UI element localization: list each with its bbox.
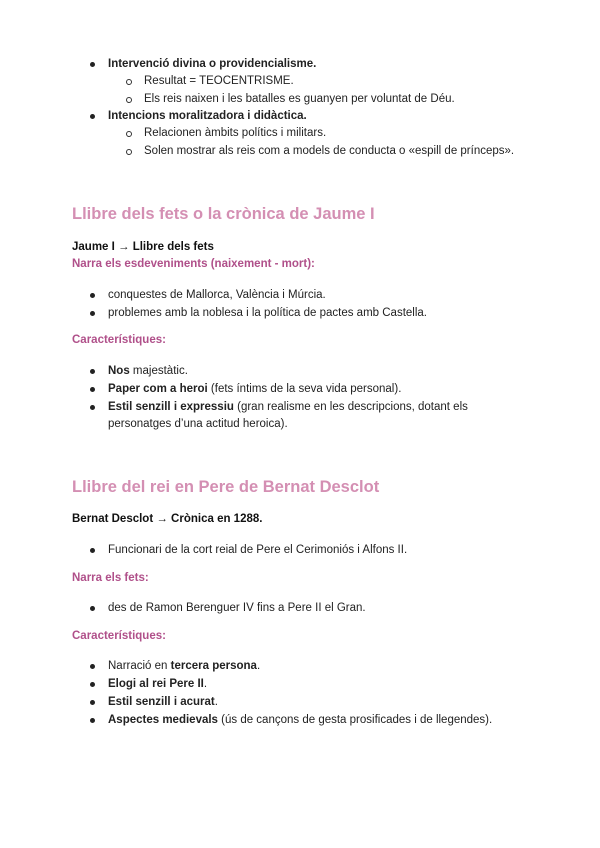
- bullet-dot: [90, 548, 95, 553]
- bullet-dot: [90, 664, 95, 669]
- sub-item-text: Els reis naixen i les batalles es guanyen per voluntat de Déu.: [144, 93, 455, 105]
- item-text: Funcionari de la cort reial de Pere el Cerimoniós i Alfons II.: [108, 544, 408, 556]
- sub-item-text: Solen mostrar als reis com a models de conducta o «espill de prínceps».: [144, 145, 515, 157]
- section-heading: Llibre dels fets o la crònica de Jaume I: [72, 205, 375, 223]
- bullet-circle: [126, 149, 132, 155]
- list-item: [108, 694, 218, 711]
- item-bold: tercera persona: [170, 660, 257, 672]
- bullet-dot: [90, 387, 95, 392]
- list-item: [108, 542, 407, 559]
- sub-item-text: Relacionen àmbits polítics i militars.: [144, 127, 327, 139]
- list-item: [108, 676, 207, 693]
- item-bold: Intencions moralitzadora i didàctica.: [108, 110, 307, 122]
- list-item: [108, 399, 493, 433]
- list-item: [108, 108, 307, 125]
- author-line: Jaume I → Llibre dels fets: [72, 241, 214, 253]
- list-item: [108, 56, 316, 73]
- bullet-dot: [90, 369, 95, 374]
- narra-label: Narra els fets:: [72, 572, 149, 584]
- item-bold: Paper com a heroi: [108, 383, 208, 395]
- list-item: [144, 143, 514, 160]
- car-label: Característiques:: [72, 630, 166, 642]
- narra-label: Narra els esdeveniments (naixement - mort):: [72, 258, 315, 270]
- bullet-dot: [90, 606, 95, 611]
- item-text: conquestes de Mallorca, València i Múrcia.: [108, 289, 326, 301]
- car-label: Característiques:: [72, 334, 166, 346]
- bullet-dot: [90, 700, 95, 705]
- author-line: Bernat Desclot → Crònica en 1288.: [72, 513, 263, 525]
- item-text: majestàtic.: [129, 365, 188, 377]
- item-bold: Estil senzill i acurat: [108, 696, 215, 708]
- bullet-circle: [126, 131, 132, 137]
- item-bold: Elogi al rei Pere II: [108, 678, 204, 690]
- bullet-dot: [90, 405, 95, 410]
- bullet-dot: [90, 682, 95, 687]
- bullet-dot: [90, 311, 95, 316]
- section-heading: Llibre del rei en Pere de Bernat Desclot: [72, 478, 380, 496]
- list-item: [144, 91, 455, 108]
- list-item: [108, 381, 401, 398]
- item-bold: Estil senzill i expressiu: [108, 401, 234, 413]
- bullet-dot: [90, 718, 95, 723]
- bullet-dot: [90, 114, 95, 119]
- item-text: .: [203, 678, 208, 690]
- list-item: [144, 125, 326, 142]
- list-item: [108, 305, 427, 322]
- item-text: des de Ramon Berenguer IV fins a Pere II el Gran.: [108, 602, 366, 614]
- sub-item-text: Resultat = TEOCENTRISME.: [144, 75, 294, 87]
- bullet-circle: [126, 97, 132, 103]
- item-text: (ús de cançons de gesta prosificades i de llegendes).: [217, 714, 493, 726]
- item-text: (fets íntims de la seva vida personal).: [207, 383, 402, 395]
- item-bold: Nos: [108, 365, 130, 377]
- bullet-dot: [90, 293, 95, 298]
- item-bold: Intervenció divina o providencialisme.: [108, 58, 317, 70]
- item-text: .: [256, 660, 261, 672]
- bullet-circle: [126, 79, 132, 85]
- list-item: [108, 600, 366, 617]
- list-item: [108, 658, 260, 675]
- list-item: [108, 363, 188, 380]
- item-text: .: [214, 696, 218, 708]
- item-bold: Aspectes medievals: [108, 714, 218, 726]
- item-text: (gran realisme en les descripcions, dotant els personatges d’una actitud heroica).: [108, 401, 468, 430]
- list-item: [108, 712, 492, 729]
- list-item: [108, 287, 326, 304]
- item-text: problemes amb la noblesa i la política de pactes amb Castella.: [108, 307, 427, 319]
- bullet-dot: [90, 62, 95, 67]
- list-item: [144, 73, 294, 90]
- item-text: Narració en: [108, 660, 171, 672]
